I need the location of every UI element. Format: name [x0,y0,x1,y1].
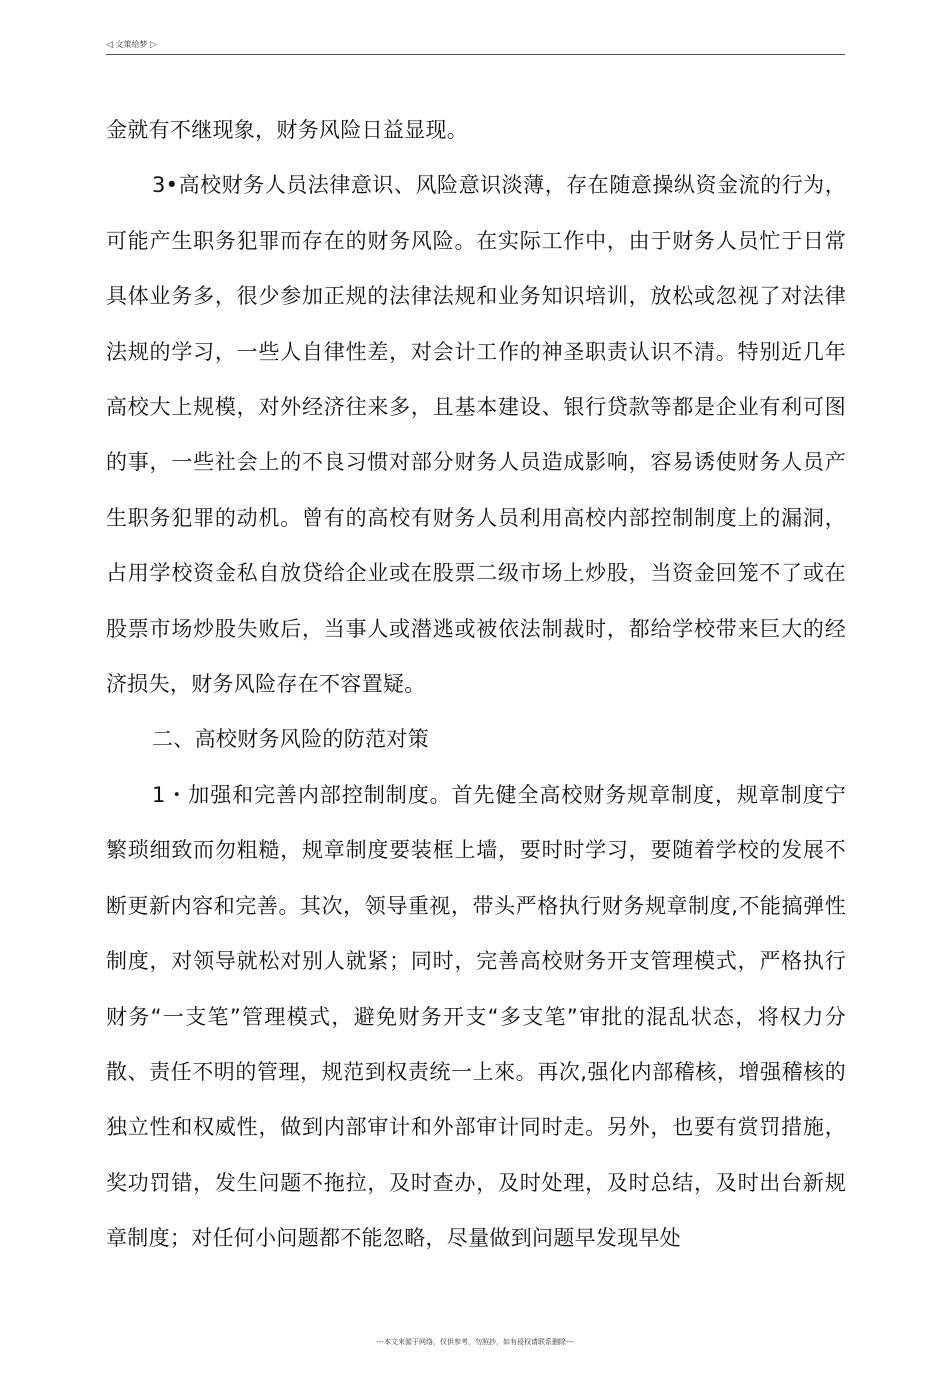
section-heading-2: 二、高校财务风险的防范对策 [152,727,429,752]
document-body [106,103,846,1267]
header-title-line [106,40,157,50]
paragraph-continuation: 金就有不继现象，财务风险日益显现。 [106,118,469,142]
page-header [106,38,845,55]
header-title: 文策给梦 [115,40,148,49]
paragraph-point-1: 1・加强和完善内部控制制度。首先健全高校财务规章制度，规章制度宁繁琐细致而勿粗糙，规章制度要装框上墙，要时时学习，要随着学校的发展不断更新内容和完善。其次，领导重视，带头严格执行财务规章制度,不能搞弹性制度，对领导就松对别人就紧；同时，完善高校财务开支管理模式，严格执行财务“一支笔”管理模式，避免财务开支“多支笔”审批的混乱状态，将权力分散、责任不明的管理，规范到权责统一上來。再次,强化内部稽核，增强稽核的独立性和权威性，做到内部审计和外部审计同时走。另外，也要有赏罚措施，奖功罚错，发生问题不拖拉，及时查办，及时处理，及时总结，及时出台新规章制度；对任何小问题都不能忽略，尽量做到问题早发现早处 [106,782,846,1251]
page-footer-note: ---本文来源于网络，仅供参考，勿照抄，如有侵权请联系删除--- [376,1338,574,1346]
header-right-triangle-icon: ▷ [150,40,157,50]
paragraph-point-3: 3•高校财务人员法律意识、风险意识淡薄，存在随意操纵资金流的行为，可能产生职务犯罪而存在的财务风险。在实际工作中，由于财务人员忙于日常具体业务多，很少参加正规的法律法规和业务知识培训，放松或忽视了对法律法规的学习，一些人自律性差，对会计工作的神圣职责认识不清。特别近几年高校大上规模，对外经济往来多，且基本建设、银行贷款等都是企业有利可图的事，一些社会上的不良习惯对部分财务人员造成影响，容易诱使财务人员产生职务犯罪的动机。曾有的高校有财务人员利用高校内部控制制度上的漏洞，占用学校资金私自放贷给企业或在股票二级市场上炒股，当资金回笼不了或在股票市场炒股失败后，当事人或潜逃或被依法制裁时，都给学校带来巨大的经济损失，财务风险存在不容置疑。 [106,173,846,697]
header-left-triangle-icon: ◁ [106,40,113,50]
